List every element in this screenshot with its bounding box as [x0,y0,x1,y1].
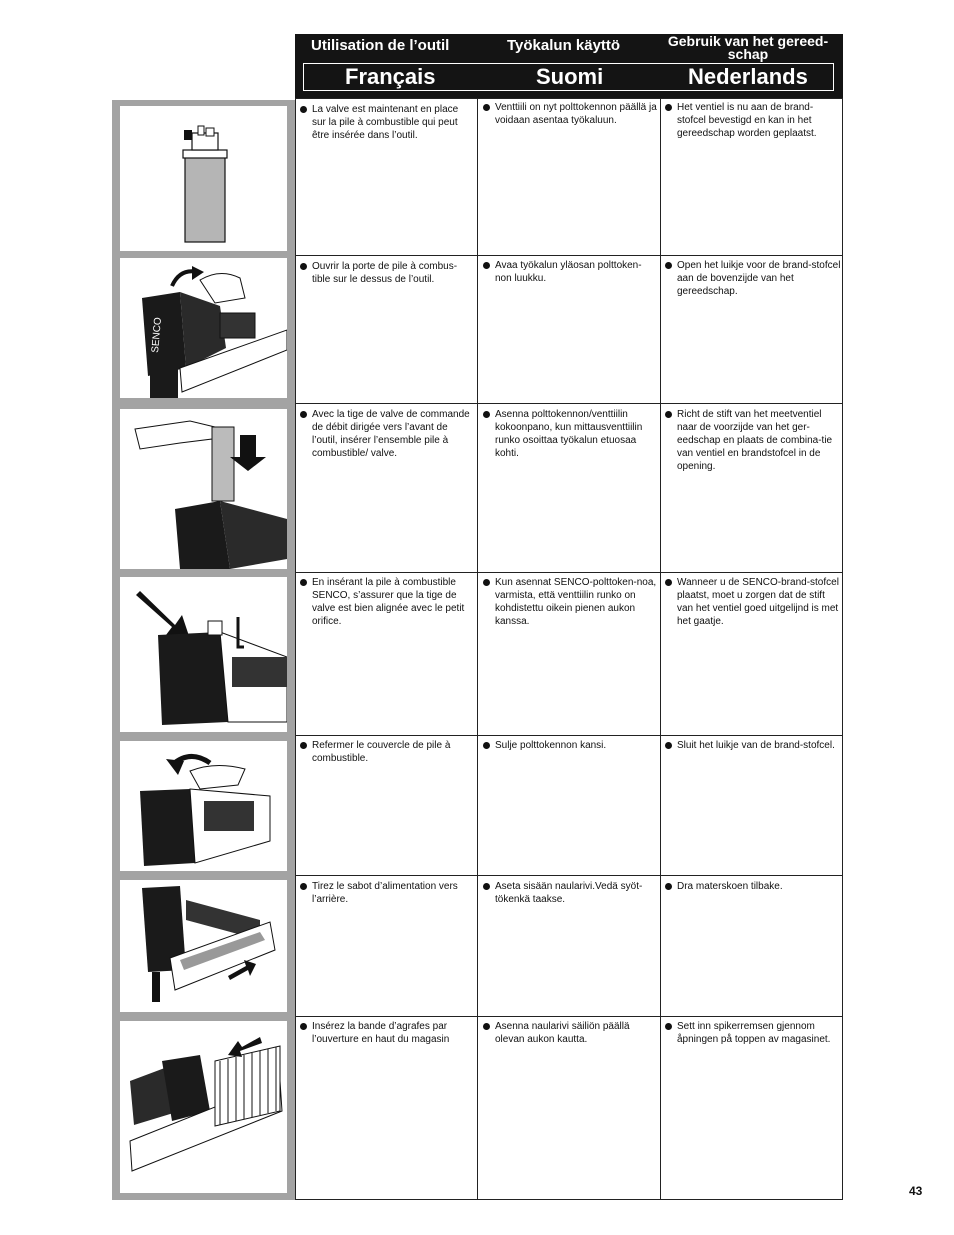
step-4-illustration [120,577,287,732]
step-1-illustration [120,106,287,251]
subtitle-fr: Utilisation de l’outil [311,37,450,54]
step-7-illustration [120,1021,287,1193]
bullet [300,411,307,418]
align-arrow-icon [120,577,287,732]
feeder-shoe-icon [120,880,287,1012]
insert-down-icon [120,409,287,569]
language-fr: Français [345,64,436,89]
subtitle-nl: Gebruik van het gereed-schap [667,33,829,62]
bullet [665,411,672,418]
bullet [300,579,307,586]
step-3-fi: Asenna polttokennon/venttiilin kokoonpano, kun mittausventtiilin runko osoittaa työkalun etuosaa kohti. [483,408,659,460]
subtitle-fi: Työkalun käyttö [507,37,621,54]
step-4-nl: Wanneer u de SENCO-brand-stofcel plaatst, moet u zorgen dat de stift van het ventiel goed uitgelijnd is met het gaatje. [665,576,839,628]
step-5-fi: Sulje polttokennon kansi. [483,739,657,752]
bullet [300,106,307,113]
step-6-illustration [120,880,287,1012]
step-5-illustration [120,741,287,871]
step-3-nl: Richt de stift van het meetventiel naar de voorzijde van het ger-eedschap en plaats de combina-tie van ventiel en brandstofcel in de opening. [665,408,839,473]
bullet [300,883,307,890]
step-4-fi: Kun asennat SENCO-polttoken-noa, varmista, että venttiilin runko on kohdistettu oikein pienen aukon kanssa. [483,576,659,628]
step-1-fr: La valve est maintenant en place sur la pile à combustible qui peut être insérée dans l’outil. [300,103,474,142]
row-divider [295,572,843,573]
bullet [300,1023,307,1030]
step-1-fi: Venttiili on nyt polttokennon päällä ja voidaan asentaa työkaluun. [483,101,657,127]
step-7-nl: Sett inn spikerremsen gjennom åpningen på toppen av magasinet. [665,1020,841,1046]
bullet [483,883,490,890]
column-divider [660,98,661,1200]
bullet [665,742,672,749]
fuel-cell-icon [120,106,287,251]
row-divider [295,735,843,736]
close-door-icon [120,741,287,871]
bullet [483,579,490,586]
step-7-fi: Asenna naularivi säiliön päällä olevan aukon kautta. [483,1020,657,1046]
bullet [300,263,307,270]
step-2-illustration [120,258,287,398]
bullet [483,262,490,269]
language-nl: Nederlands [688,64,808,89]
nail-strip-icon [120,1021,287,1193]
step-4-fr: En insérant la pile à combustible SENCO, s’assurer que la tige de valve est bien alignée avec le petit orifice. [300,576,474,628]
bullet [483,104,490,111]
language-fi: Suomi [536,64,604,89]
bullet [665,1023,672,1030]
bullet [665,104,672,111]
brand-logo: SENCO [150,316,165,354]
step-1-nl: Het ventiel is nu aan de brand-stofcel bevestigd en kan in het gereedschap worden geplaatst. [665,101,839,140]
step-6-nl: Dra materskoen tilbake. [665,880,839,893]
row-divider [295,255,843,256]
step-3-illustration [120,409,287,569]
language-header [295,34,843,98]
step-5-fr: Refermer le couvercle de pile à combustible. [300,739,474,765]
bullet [483,411,490,418]
step-6-fi: Aseta sisään naularivi.Vedä syöt-tökenkä taakse. [483,880,657,906]
page-number: 43 [909,1184,923,1198]
bullet [483,1023,490,1030]
step-2-nl: Open het luikje voor de brand-stofcel aan de bovenzijde van het gereedschap. [665,259,841,298]
step-2-fr: Ouvrir la porte de pile à combus-tible sur le dessus de l’outil. [300,260,474,286]
step-7-fr: Insérez la bande d’agrafes par l’ouverture en haut du magasin [300,1020,474,1046]
step-5-nl: Sluit het luikje van de brand-stofcel. [665,739,839,752]
bullet [665,262,672,269]
row-divider [295,1016,843,1017]
step-3-fr: Avec la tige de valve de commande de débit dirigée vers l’avant de l’outil, insérer l’ensemble pile à combustible/ valve. [300,408,474,460]
step-6-fr: Tirez le sabot d’alimentation vers l’arrière. [300,880,474,906]
bullet [300,742,307,749]
bullet [665,883,672,890]
row-divider [295,403,843,404]
bullet [483,742,490,749]
column-divider [477,98,478,1200]
row-divider [295,875,843,876]
bullet [665,579,672,586]
step-2-fi: Avaa työkalun yläosan polttoken-non luukku. [483,259,657,285]
open-door-icon [120,258,287,398]
